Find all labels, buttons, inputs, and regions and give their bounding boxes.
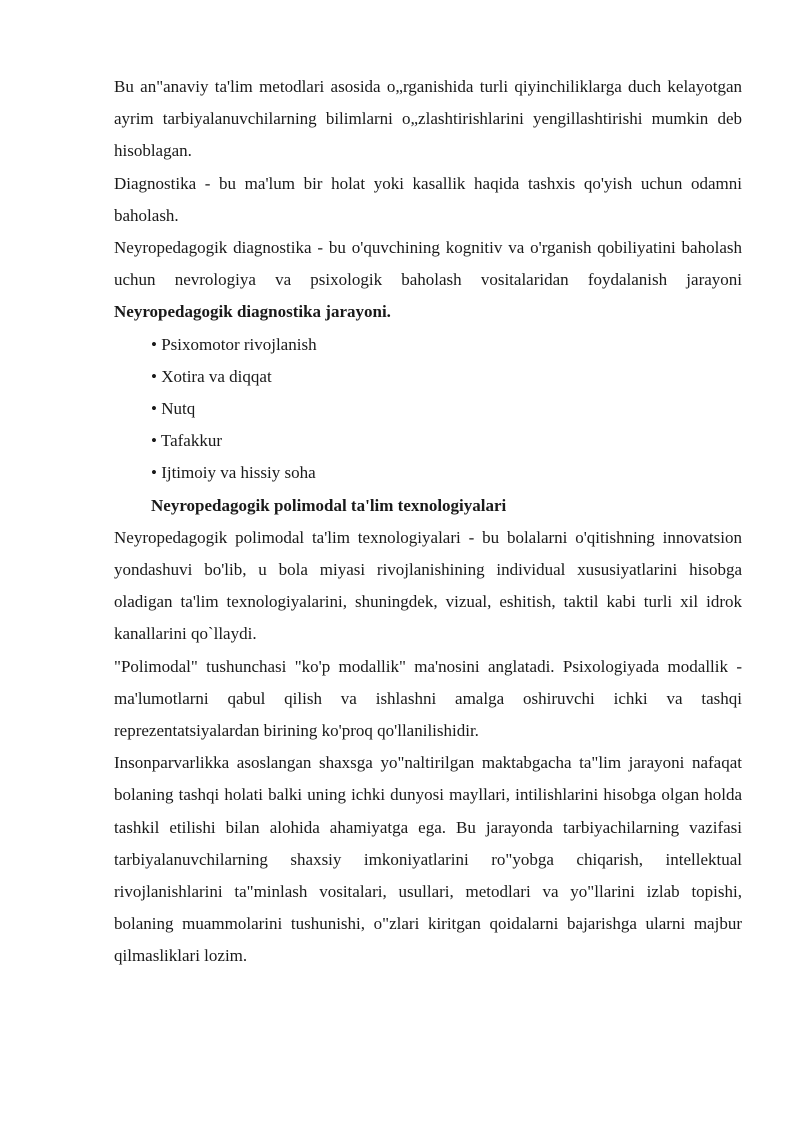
polimodal-concept-paragraph: "Polimodal" tushunchasi "ko'p modallik" ma'nosini anglatadi. Psixologiyada modallik - ma'lumotlarni qabul qilish va ishlashni amalga oshiruvchi ichki va tashqi reprezentatsiyalardan birining ko'proq qo'llanilishidir. — [114, 656, 742, 741]
neuro-diagnostics-paragraph — [114, 232, 742, 329]
list-item: • Xotira va diqqat — [151, 366, 272, 386]
neuro-diagnostics-text: Neyropedagogik diagnostika - bu o'quvchining kognitiv va o'rganish qobiliyatini baholash uchun nevrologiya va psixologik baholash vositalaridan foydalanish jarayoni — [114, 238, 742, 290]
diagnostics-definition-paragraph: Diagnostika - bu ma'lum bir holat yoki kasallik haqida tashxis qo'yish uchun odamni baholash. — [114, 173, 742, 225]
list-item: • Nutq — [151, 399, 196, 419]
neuro-diagnostics-bold-heading: Neyropedagogik diagnostika jarayoni. — [114, 302, 391, 322]
polimodal-definition-paragraph: Neyropedagogik polimodal ta'lim texnologiyalari - bu bolalarni o'qitishning innovatsion yondashuvi bo'lib, u bola miyasi rivojlanishining individual xususiyatlarini hisobga oladigan ta'lim texnologiyalarini, shuningdek, vizual, eshitish, taktil kabi turli xil idrok kanallarini qo`llaydi. — [114, 527, 742, 644]
diagnostics-areas-list — [114, 329, 742, 490]
intro-paragraph: Bu an"anaviy ta'lim metodlari asosida o„rganishida turli qiyinchiliklarga duch kelayotgan ayrim tarbiyalanuvchilarning bilimlarni o„zlashtirishlarini yengillashtirishi mumkin deb hisoblagan. — [114, 77, 742, 161]
list-item: • Tafakkur — [151, 431, 223, 451]
humanistic-education-paragraph: Insonparvarlikka asoslangan shaxsga yo"naltirilgan maktabgacha ta"lim jarayoni nafaqat bolaning tashqi holati balki uning ichki dunyosi mayllari, intilishlarini hisobga olgan holda tashkil etilishi bilan alohida ahamiyatga ega. Bu jarayonda tarbiyachilarning vazifasi tarbiyalanuvchilarning shaxsiy imkoniyatlarini ro"yobga chiqarish, intellektual rivojlanishlarini ta"minlash vositalari, usullari, metodlari va yo"llarini izlab topishi, bolaning muammolarini tushunishi, o"zlari kiritgan qoidalarni bajarishga ularni majbur qilmasliklari lozim. — [114, 753, 742, 966]
list-item: • Psixomotor rivojlanish — [151, 334, 317, 354]
section-heading: Neyropedagogik polimodal ta'lim texnologiyalari — [151, 495, 507, 515]
document-page — [114, 71, 742, 973]
list-item: • Ijtimoiy va hissiy soha — [151, 463, 316, 483]
